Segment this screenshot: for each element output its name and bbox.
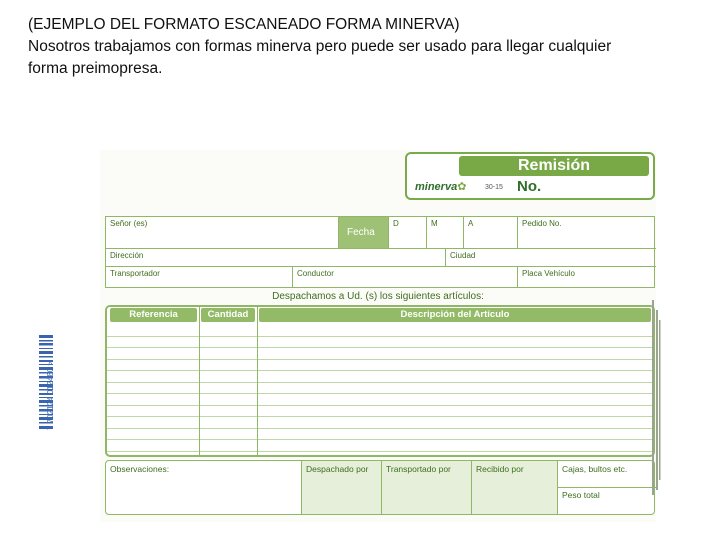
fecha-cell xyxy=(339,217,389,249)
placa-label: Placa Vehículo xyxy=(522,269,575,278)
form-code: 30-15 xyxy=(485,184,503,191)
cajas-divider xyxy=(558,487,656,488)
table-row[interactable] xyxy=(107,417,653,429)
caption-line-3: forma preimopresa. xyxy=(28,60,163,77)
conductor-field[interactable] xyxy=(293,267,518,288)
direccion-label: Dirección xyxy=(110,251,144,260)
day-field[interactable] xyxy=(389,217,427,249)
side-fine-print-icon xyxy=(650,300,662,500)
col-referencia: Referencia xyxy=(110,308,197,322)
barcode-number: 7 702124 012480 > xyxy=(46,360,55,430)
month-label: M xyxy=(431,219,438,228)
peso-label: Peso total xyxy=(562,490,600,500)
senor-label: Señor (es) xyxy=(110,219,148,228)
transportado-label: Transportado por xyxy=(386,464,451,474)
items-table xyxy=(105,305,655,457)
minerva-logo xyxy=(415,180,466,193)
transportador-field[interactable] xyxy=(106,267,293,288)
table-row[interactable] xyxy=(107,383,653,395)
ciudad-field[interactable] xyxy=(446,249,656,267)
month-field[interactable] xyxy=(427,217,464,249)
remision-form xyxy=(100,150,656,522)
fecha-label: Fecha xyxy=(347,227,375,238)
table-row[interactable] xyxy=(107,337,653,349)
table-row[interactable] xyxy=(107,440,653,452)
table-row[interactable] xyxy=(107,406,653,418)
caption-line-1: (EJEMPLO DEL FORMATO ESCANEADO FORMA MINERVA) xyxy=(28,16,460,33)
senor-field[interactable] xyxy=(106,217,339,249)
year-field[interactable] xyxy=(464,217,518,249)
logo-icon: ✿ xyxy=(457,181,467,193)
observaciones-field[interactable] xyxy=(106,461,302,514)
col-cantidad: Cantidad xyxy=(201,308,255,322)
day-label: D xyxy=(393,219,399,228)
cajas-label: Cajas, bultos etc. xyxy=(562,464,628,474)
recibido-field[interactable] xyxy=(472,461,558,514)
conductor-label: Conductor xyxy=(297,269,334,278)
pedido-label: Pedido No. xyxy=(522,219,562,228)
cajas-peso-field[interactable] xyxy=(558,461,656,514)
column-divider xyxy=(257,307,258,455)
brand-name: minerva xyxy=(415,181,458,193)
form-title: Remisión xyxy=(459,156,649,176)
footer-table xyxy=(105,460,655,515)
table-row[interactable] xyxy=(107,360,653,372)
caption-line-2: Nosotros trabajamos con formas minerva pero puede ser usado para llegar cualquier xyxy=(28,38,612,55)
table-row[interactable] xyxy=(107,394,653,406)
number-label: No. xyxy=(517,178,542,195)
year-label: A xyxy=(468,219,474,228)
despachado-label: Despachado por xyxy=(306,464,369,474)
pedido-field[interactable] xyxy=(518,217,656,249)
table-row[interactable] xyxy=(107,325,653,337)
caption xyxy=(28,14,718,80)
col-descripcion: Descripción del Artículo xyxy=(259,308,651,322)
remision-header-box xyxy=(405,152,655,200)
recibido-label: Recibido por xyxy=(476,464,524,474)
transportado-field[interactable] xyxy=(382,461,472,514)
table-row[interactable] xyxy=(107,348,653,360)
table-row[interactable] xyxy=(107,429,653,441)
item-rows[interactable] xyxy=(107,325,653,452)
column-divider xyxy=(199,307,200,455)
items-intro: Despachamos a Ud. (s) los siguientes artículos: xyxy=(272,291,484,302)
items-header xyxy=(107,307,653,323)
observaciones-label: Observaciones: xyxy=(110,464,170,474)
placa-field[interactable] xyxy=(518,267,656,288)
ciudad-label: Ciudad xyxy=(450,251,476,260)
header-table xyxy=(105,216,655,288)
direccion-field[interactable] xyxy=(106,249,446,267)
table-row[interactable] xyxy=(107,371,653,383)
transportador-label: Transportador xyxy=(110,269,160,278)
despachado-field[interactable] xyxy=(302,461,382,514)
